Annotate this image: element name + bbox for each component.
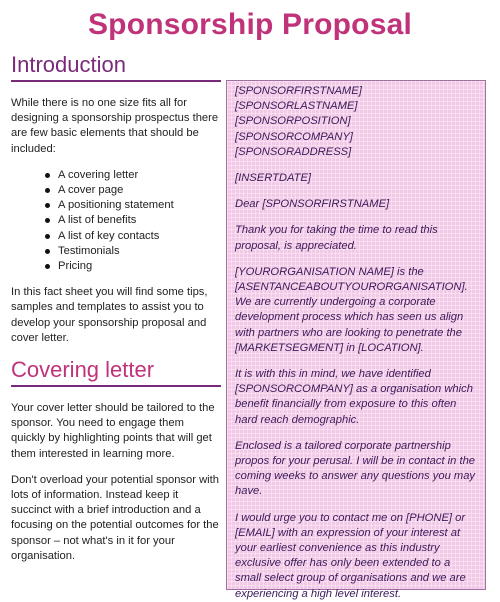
sample-letter-box [226,80,486,600]
list-item: A cover page [45,183,221,198]
list-item: A list of key contacts [45,229,221,244]
letter-paragraph: Thank you for taking the time to read this proposal, is appreciated. [235,224,438,252]
letter-salutation: Dear [SPONSORFIRSTNAME] [235,198,390,211]
list-item: Pricing [45,259,221,274]
letter-paragraph: It is with this in mind, we have identified [SPONSORCOMPANY] as a organisation which benefit financially from exposure to this often hard reach demographic. [235,368,473,426]
covering-letter-divider [11,385,221,387]
left-column [11,52,221,575]
list-item: A list of benefits [45,213,221,228]
letter-paragraph: [YOURORGANISATION NAME] is the [ASENTANCEABOUTYOURORGANISATION]. We are currently undergoing a corporate development process which has seen us align with partners who are looking to penetrate the [MARKETSEGMENT] in [LOCATION]. [235,265,468,354]
list-item: Testimonials [45,244,221,259]
document-title: Sponsorship Proposal [87,8,413,41]
address-line: [SPONSORADDRESS] [235,145,352,158]
covering-letter-paragraph: Your cover letter should be tailored to the sponsor. You need to engage them quickly by highlighting points that will get them interested in learning more. [11,402,215,460]
address-line: [SPONSORPOSITION] [235,115,351,128]
letter-date: [INSERTDATE] [235,172,312,185]
address-line: [SPONSORFIRSTNAME] [SPONSORLASTNAME] [235,85,362,113]
introduction-divider [11,80,221,82]
introduction-closing-paragraph: In this fact sheet you will find some tips, samples and templates to assist you to develop your sponsorship proposal and cover letter. [11,286,208,344]
letter-paragraph: Enclosed is a tailored corporate partnership propos for your perusal. I will be in contact in the coming weeks to answer any questions you may have. [235,439,476,498]
list-item: A covering letter [45,168,221,183]
elements-list [11,168,221,274]
address-line: [SPONSORCOMPANY] [235,130,353,143]
introduction-paragraph: While there is no one size fits all for designing a sponsorship prospectus there are few basic elements that should be included: [11,97,219,155]
covering-letter-heading: Covering letter [11,357,155,383]
letter-paragraph: I would urge you to contact me on [PHONE] or [EMAIL] with an expression of your interest at your earliest convenience as this industry exclusive offer has only been extended to a small select group of organisations and we are experiencing a high level interest. [235,511,466,600]
covering-letter-paragraph: Don't overload your potential sponsor with lots of information. Instead keep it succinct with a brief introduction and a focusing on the potential outcomes for the sponsor – not what's in it for your organisation. [11,473,219,562]
list-item: A positioning statement [45,198,221,213]
introduction-heading: Introduction [11,52,126,77]
